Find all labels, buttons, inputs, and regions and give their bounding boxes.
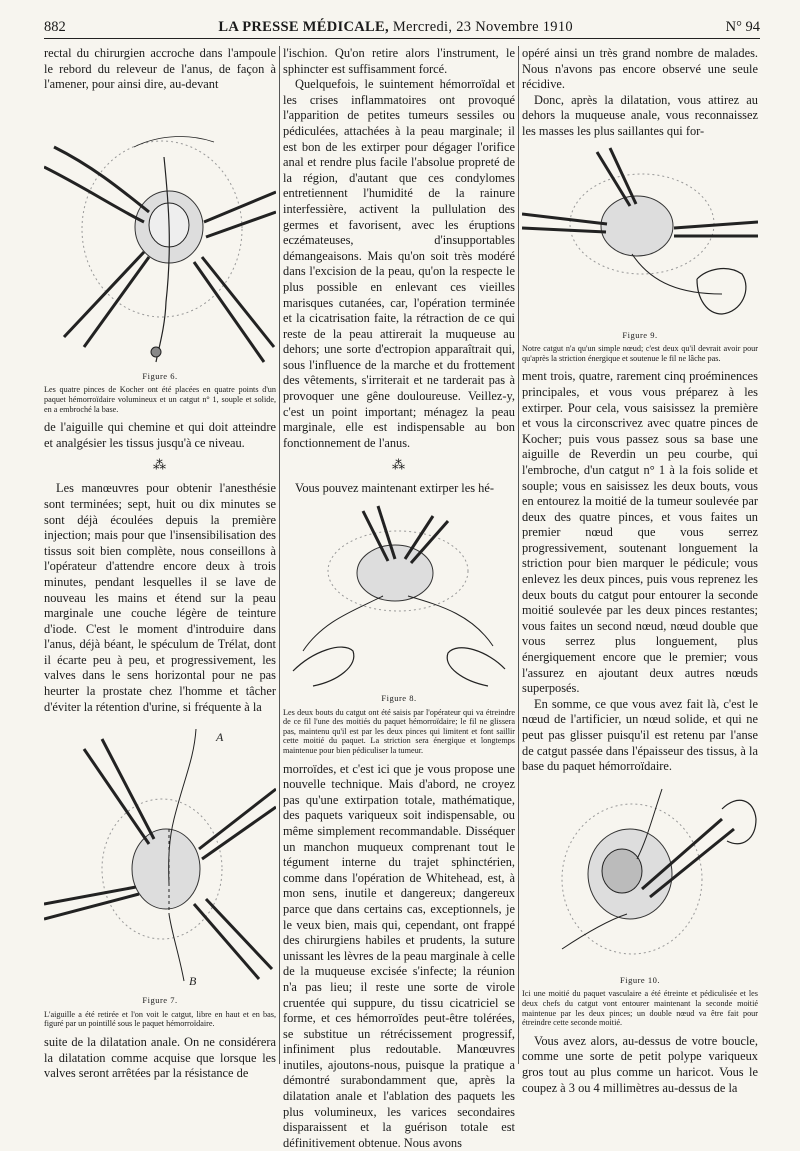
column-divider — [279, 46, 280, 1064]
paragraph: Vous pouvez maintenant extirper les hé- — [295, 481, 494, 496]
paragraph: de l'aiguille qui chemine et qui doit atteindre et analgésier les tissus jusqu'à ce niveau. — [44, 420, 276, 450]
paragraph: opéré ainsi un très grand nombre de malades. Nous n'avons pas encore observé une seule récidive. — [522, 46, 758, 92]
figure-7 — [44, 719, 276, 1029]
column-1 — [44, 46, 276, 1081]
issue-number: N° 94 — [725, 18, 760, 35]
paragraph: Les manœuvres pour obtenir l'anesthésie sont terminées; sept, huit ou dix minutes se sont déjà écoulées depuis la première injection; mais pour que l'insensibilisation des tissus soit bien complète, nous conseillons à l'opérateur d'attendre encore deux à trois minutes, pendant lesquelles il se lave de nouveau les mains et étend sur la peau marginale une couche légère de teinture d'iode. C'est le moment d'introduire dans l'anus, déjà béant, le spéculum de Trélat, dont il écarte peu à peu, et progressivement, les valves dans le sens horizontal pour ne pas heurter la prostate chez l'homme et tâcher d'éviter la rétention d'urine, si fréquente à la — [44, 481, 276, 714]
paragraph: Donc, après la dilatation, vous attirez au dehors la muqueuse anale, vous reconnaissez les masses les plus saillantes qui for- — [522, 92, 758, 138]
journal-title — [218, 19, 573, 36]
figure-9-caption: Notre catgut n'a qu'un simple nœud; c'est deux qu'il devrait avoir pour qu'après la striction énergique et soutenue le fil ne lâche pas. — [522, 344, 758, 363]
figure-7-label: Figure 7. — [142, 995, 178, 1006]
figure-9 — [522, 144, 758, 364]
figure-6 — [44, 97, 276, 414]
paragraph: suite de la dilatation anale. On ne considérera la dilatation comme acquise que lorsque les valves seront arrêtées par la résistance de — [44, 1035, 276, 1081]
figure-8-illustration — [283, 501, 515, 689]
figure-7-illustration — [44, 719, 276, 991]
figure-9-illustration — [522, 144, 758, 326]
paragraph: morroïdes, et c'est ici que je vous propose une nouvelle technique. Mais d'abord, ne croyez pas qu'une extirpation totale, mathématique, des paquets variqueux soit indispensable, ou même simplement recommandable. Disséquer un manchon muqueux comprenant tout le tégument interne du trajet sphinctérien, comme dans l'opération de Whitehead, est, à mon sens, inutile et dangereux; dangereux parce que dans certains cas, exceptionnels, je le veux bien, mais qui, cependant, ont frappé des chirurgiens habiles et prudents, la suture unissant les lèvres de la peau marginale à celle de la muqueuse excisée s'infecte; la réunion n'a pas lieu; il reste une sorte de virole cruentée qui suppure, du tissu cicatriciel se forme, et ces hémorroïdes peut-être tolérées, se substitue un rétrécissement progressif, infiniment plus redoutable. Manœuvres inutiles, ajoutons-nous, puisque la pratique a démontré surabondamment que, après la dilatation anale et l'ablation des paquets les plus volumineux, les varices secondaires disparaissent et la guérison totale est définitivement obtenue. Nous avons — [283, 761, 515, 1150]
paragraph: l'ischion. Qu'on retire alors l'instrument, le sphincter est suffisamment forcé. — [283, 46, 515, 76]
issue-date: Mercredi, 23 Novembre 1910 — [392, 18, 573, 35]
figure-10-caption: Ici une moitié du paquet vasculaire a été étreinte et pédiculisée et les deux chefs du catgut vont entourer maintenant la seconde moitié maintenue par les deux pinces; un double nœud va être fait pour étreindre cette seconde moitié. — [522, 989, 758, 1028]
figure-8-caption: Les deux bouts du catgut ont été saisis par l'opérateur qui va étreindre de ce fil l'une des moitiés du paquet hémorroïdaire; le fil ne glissera pas, maintenu qu'il est par les deux pinces qui limitent et font saillir cette moitié du paquet. La striction sera énergique et longtemps maintenue pour bien pédiculiser la tumeur. — [283, 707, 515, 755]
section-break: ⁂ — [153, 457, 167, 473]
journal-name: LA PRESSE MÉDICALE, — [218, 18, 389, 35]
page-number: 882 — [44, 18, 66, 35]
figure-6-illustration — [44, 97, 276, 367]
figure-7-caption: L'aiguille a été retirée et l'on voit le catgut, libre en haut et en bas, figuré par un pointillé sous le paquet hémorroïdaire. — [44, 1009, 276, 1029]
section-break: ⁂ — [392, 457, 406, 473]
figure-9-label: Figure 9. — [622, 329, 658, 340]
figure-8 — [283, 501, 515, 756]
figure-7-letter-a: A — [216, 730, 224, 745]
column-3 — [522, 46, 758, 1095]
paragraph: rectal du chirurgien accroche dans l'ampoule le rebord du releveur de l'anus, de façon à l'amener, pour ainsi dire, au-devant — [44, 46, 276, 92]
figure-7-letter-b: B — [189, 974, 197, 989]
figure-10-illustration — [522, 779, 758, 971]
figure-10-label: Figure 10. — [620, 974, 660, 985]
figure-6-caption: Les quatre pinces de Kocher ont été placées en quatre points d'un paquet hémorroïdaire volumineux et un catgut n° 1, souple et solide, en a embroché la base. — [44, 385, 276, 414]
figure-10 — [522, 779, 758, 1028]
figure-6-label: Figure 6. — [142, 370, 178, 381]
figure-8-label: Figure 8. — [381, 693, 417, 704]
paragraph: Vous avez alors, au-dessus de votre boucle, comme une sorte de petit polype variqueux gros tout au plus comme un haricot. Vous le coupez à 3 ou 4 millimètres au-dessus de la — [522, 1033, 758, 1095]
column-divider — [518, 46, 519, 1064]
paragraph: En somme, ce que vous avez fait là, c'est le nœud de l'artificier, un nœud solide, et qui ne peut pas glisser puisqu'il est retenu par l'anse de catgut passée dans l'épaisseur des tissus, à la base du paquet hémorroïdaire. — [522, 696, 758, 774]
paragraph: ment trois, quatre, rarement cinq proéminences principales, et vous vous préparez à les extirper. Pour cela, vous saisissez la première et vous la circonscrivez avec quatre pinces de Kocher; puis vous passez sous sa base une aiguille de Reverdin un peu courbe, qui l'embroche, d'un catgut n° 1 à la fois solide et souple; vous en saisissez les deux bouts, vous en entourez la moitié de la tumeur soulevée par deux des quatre pinces, et vous faites un premier nœud que vous serrez progressivement, soutenant longuement la striction pour bien marquer le pédicule; vous enlevez les deux pinces, puis vous reprenez les deux bouts du catgut pour entourer la seconde moitié soulevée par les deux pinces restantes; vous faites un second nœud, nœud double que vous serrez plus longuement, plus énergiquement encore que le premier; vous l'assurez en ajoutant deux autres nœuds superposés. — [522, 369, 758, 696]
paragraph: Quelquefois, le suintement hémorroïdal et les crises inflammatoires ont provoqué l'apparition de petites tumeurs sessiles ou pédiculées, attachées à la peau marginale; il est bon de les extirper pour dégager l'orifice anal et rendre plus facile l'absolue propreté de la région, d'autant que ces condylomes entretiennent l'humidité de la rainure interfessière, activent la pullulation des germes et favorisent, avec les éruptions eczémateuses, d'insupportables démangeaisons. Mais qu'on soit très modéré dans l'excision de la peau, qu'on la respecte le plus possible en enlevant ces vieilles marisques cutanées, car, l'opération terminée et la cicatrisation faite, la rétraction de ce qui reste de la peau attirerait la muqueuse au dehors; une sorte d'ectropion apparaîtrait qui, sous l'influence de la marche et du frottement des vêtements, s'irriterait et ne tarderait pas à provoquer une gêne douloureuse. Veillez-y, c'est un point important; ménagez la peau marginale, elle est indispensable au bon fonctionnement de l'anus. — [283, 77, 515, 450]
page-header — [44, 16, 760, 39]
column-2 — [283, 46, 515, 1150]
